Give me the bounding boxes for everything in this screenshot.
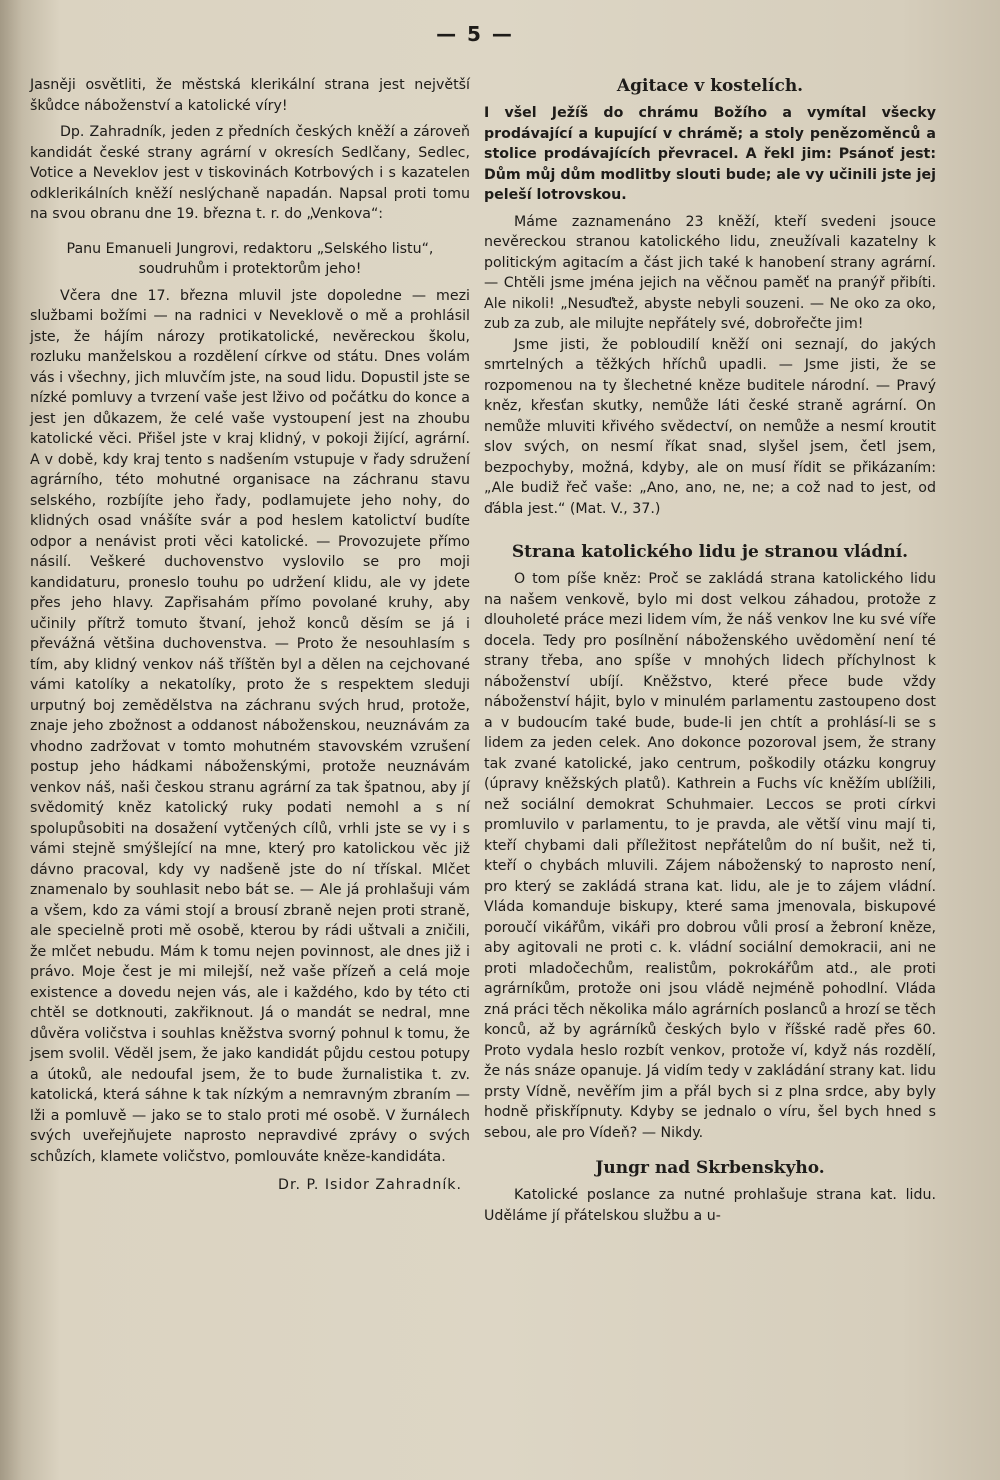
letter-addressee: Panu Emanueli Jungrovi, redaktoru „Selského listu“, soudruhům i protektorům jeho! xyxy=(66,240,434,277)
scripture-quote: I všel Ježíš do chrámu Božího a vymítal všecky prodávající a kupující v chrámě; a stoly penězoměnců a stolice prodávajících převracel. A řekl jim: Psánoť jest: Dům můj dům modlitby slouti bude; ale vy učinili jste jej peleší lotrovskou. xyxy=(484,105,936,203)
article-paragraph: O tom píše kněz: Proč se zakládá strana katolického lidu na našem venkově, bylo mi dost velkou záhadou, protože z dlouholeté práce mezi lidem vím, že náš venkov lne ku své víře docela. Tedy pro posílnění náboženského uvědomění není té strany třeba, ano spíše v mnohých lidech příchylnost k náboženství ubíjí. Kněžstvo, které přece bude vždy náboženství hájit, bylo v minulém parlamentu zastoupeno dost a v budoucím také bude, bude-li jen chtít a prohlásí-li se s lidem za jeden celek. Ano dokonce pozoroval jsem, že strany tak zvané katolické, jako centrum, poškodily otázku kongruy (úpravy kněžských platů). Kathrein a Fuchs víc kněžím ublížili, než sociální demokrat Schuhmaier. Leccos se proti církvi promluvilo v parlamentu, to je pravda, ale větší vinu mají ti, kteří chybami dali příležitost nepřátelům do ní bušit, než ti, kteří o chybách mluvili. Zájem náboženský to naprosto není, pro který se zakládá strana kat. lidu, ale je to zájem vládní. Vláda komanduje biskupy, které sama jmenovala, biskupové poroučí vikářům, vikáři pro dobrou vůli prosí a žebroní kněze, aby agitovali ne proti c. k. vládní sociální demokracii, ani ne proti mladočechům, realistům, pokrokářům atd., ale proti agrárníkům, protože oni jsou vládě nejméně pohodlní. Vláda zná práci těch několika málo agrárních poslanců a hrozí se těch konců, až by agrárníků českých bylo v říšské radě přes 60. Proto vydala heslo rozbít venkov, protože ví, když nás rozdělí, že nás snáze opanuje. Já vidím tedy v zakládání strany kat. lidu prsty Vídně, nevěřím jim a přál bych si z plna srdce, aby byly hodně přiskřípnuty. Kdyby se jednalo o víru, šel bych hned s sebou, ale pro Vídeň? — Nikdy. xyxy=(484,571,936,1141)
left-column xyxy=(30,75,470,1196)
article-paragraph: Jsme jisti, že pobloudilí kněží oni seznají, do jakých smrtelných a těžkých hříchů upadli. — Jsme jisti, že se rozpomenou na ty šlechetné kněze buditele národní. — Pravý kněz, křesťan skutky, nemůže láti české straně agrární. On nemůže mluviti křivého svědectví, on nemůže a nesmí kroutit slov svých, on nesmí říkat snad, slyšel jsem, četl jsem, bezpochyby, možná, kdyby, ale on musí řídit se přikázaním: „Ale budiž řeč vaše: „Ano, ano, ne, ne; a což nad to jest, od ďábla jest.“ (Mat. V., 37.) xyxy=(484,336,936,517)
page-number: — 5 — xyxy=(436,22,514,46)
article-paragraph: Katolické poslance za nutné prohlašuje strana kat. lidu. Uděláme jí přátelskou službu a u- xyxy=(484,1187,936,1224)
article-heading: Jungr nad Skrbenskyho. xyxy=(595,1158,825,1178)
article-heading: Strana katolického lidu je stranou vládní. xyxy=(511,542,909,562)
article-paragraph: Máme zaznamenáno 23 kněží, kteří svedeni jsouce nevěreckou stranou katolického lidu, zneužívali kazatelny k politickým agitacím a část jich také k hanobení strany agrární. — Chtěli jsme jména jejich na věčnou paměť na pranýř přibíti. Ale nikoli! „Nesuďtež, abyste nebyli souzeni. — Ne oko za oko, zub za zub, ale milujte nepřátely své, dobrořečte jim! xyxy=(484,213,936,332)
letter-body: Včera dne 17. března mluvil jste dopoledne — mezi službami božími — na radnici v Neveklově o mě a prohlásil jste, že hájím nározy protikatolické, nevěreckou školu, rozluku manželskou a rozdělení církve od státu. Dnes volám vás i všechny, jich mluvčím jste, na soud lidu. Dopustil jste se nízké pomluvy a tvrzení vaše jest lživo od počátku do konce a jest jen důkazem, že celé vaše vystoupení jest na zhoubu katolické věci. Přišel jste v kraj klidný, v pokoji žijící, agrární. A v době, kdy kraj tento s nadšením vstupuje v řady sdružení agrárního, této mohutné organisace na záchranu stavu selského, rozbíjíte jeho řady, podlamujete jeho nohy, do klidných osad vnášíte svár a pod heslem katolictví budíte odpor a nenávist proti věci katolické. — Provozujete přímo násilí. Veškeré duchovenstvo vyslovilo se pro moji kandidaturu, proneslo touhu po udržení klidu, ale vy jdete přes jeho hlavy. Zapřisahám přímo povolané kruhy, aby učinily přítrž tomuto štvaní, jehož konců děsím se já i převážná většina duchovenstva. — Proto že nesouhlasím s tím, aby klidný venkov náš tříštěn byl a dělen na cejchované vámi katolíky a nekatolíky, proto že s respektem sleduji urputný boj zemědělstva na záchranu svých hrud, protože, znaje jeho zbožnost a oddanost náboženskou, neuznávám za vhodno zadržovat v tomto mohutném stavovském vzrušení postup jeho hádkami náboženskými, protože neuznávám venkov náš, naši českou stranu agrární za tak špatnou, aby jí svědomitý kněz katolický ruky podati nemohl a s ní spolupůsobiti na dosažení vytčených cílů, vrhli jste se vy i s vámi stejně smýšlející na mne, který pro katolickou věc již dávno pracoval, kdy vy nadšeně jste do ní třískal. Mlčet znamenalo by souhlasit nebo bát se. — Ale já prohlašuji vám a všem, kdo za vámi stojí a brousí zbraně nejen proti straně, ale specielně proti mě osobě, kterou by rádi uštvali a zničili, že mlčet nebudu. Mám k tomu nejen povinnost, ale dnes již i právo. Moje čest je mi milejší, než vaše přízeň a celá moje existence a dovedu nejen vás, ale i každého, kdo by této cti chtěl se dotknouti, zakřiknout. Já o mandát se nedral, mne důvěra voličstva i souhlas kněžstva svorný pohnul k tomu, že jsem svolil. Věděl jsem, že jako kandidát půjdu cestou potupy a útoků, ale nedoufal jsem, že to bude žurnalistika t. zv. katolická, která sáhne k tak nízkým a nemravným zbraním — lži a pomluvě — jako se to stalo proti mé osobě. V žurnálech svých uveřejňujete naprosto nepravdivé zprávy o svých schůzích, klamete voličstvo, pomlouváte kněze-kandidáta. xyxy=(30,287,470,1165)
intro-paragraph: Jasněji osvětliti, že městská klerikální strana jest největší škůdce náboženství a katolické víry! xyxy=(30,77,470,114)
article-heading: Agitace v kostelích. xyxy=(616,76,804,96)
signature: Dr. P. Isidor Zahradník. xyxy=(278,1177,462,1193)
right-column xyxy=(484,75,936,1226)
article-paragraph: Dp. Zahradník, jeden z předních českých kněží a zároveň kandidát české strany agrární v okresích Sedlčany, Sedlec, Votice a Neveklov jest v tiskovinách Kotrbových i s kazatelen odklerikálních kněží neslýchaně napadán. Napsal proti tomu na svou obranu dne 19. března t. r. do „Venkova“: xyxy=(30,124,470,222)
